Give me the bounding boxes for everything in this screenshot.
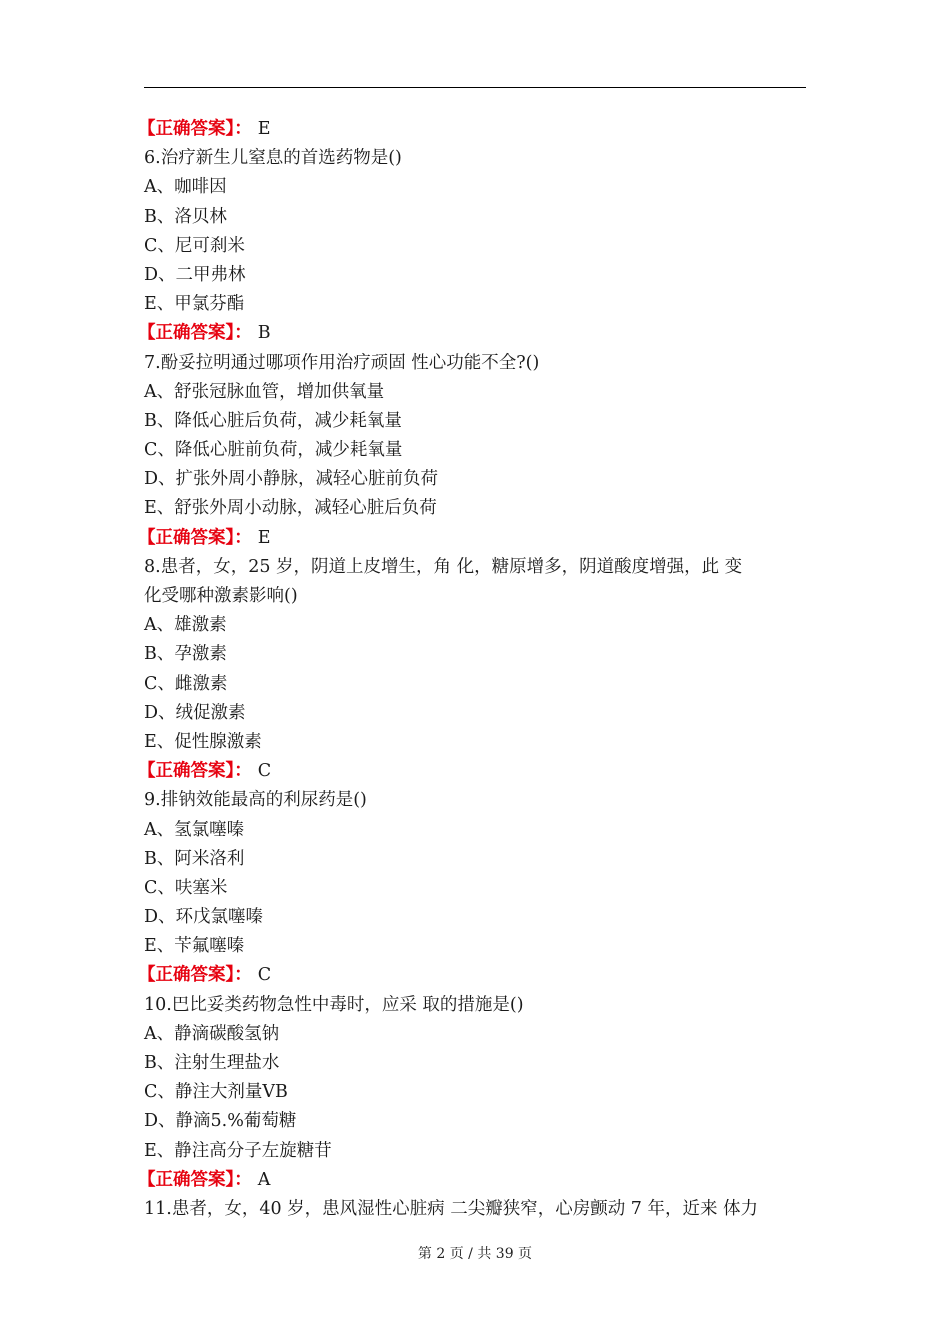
- option-text: D、绒促激素: [144, 702, 246, 723]
- answer-line: [138, 1166, 810, 1195]
- question-text: 10.巴比妥类药物急性中毒时，应采 取的措施是(): [144, 994, 524, 1015]
- answer-colon: ：: [234, 527, 252, 548]
- answer-value: C: [257, 761, 272, 782]
- option-text: C、静注大剂量VB: [144, 1082, 288, 1103]
- question-text: 8.患者，女，25 岁，阴道上皮增生，角 化，糖原增多，阴道酸度增强，此 变: [144, 556, 743, 577]
- answer-colon: ：: [234, 1169, 252, 1190]
- option-text: B、孕激素: [144, 644, 227, 665]
- answer-label: 【正确答案】: [138, 119, 235, 139]
- option-text: B、洛贝林: [144, 206, 227, 227]
- answer-colon: ：: [234, 965, 252, 986]
- option-text: A、咖啡因: [144, 177, 227, 198]
- option-text: A、静滴碳酸氢钠: [144, 1023, 280, 1044]
- header-rule: [144, 87, 806, 88]
- answer-colon: ：: [234, 761, 252, 782]
- option-text: E、促性腺激素: [144, 731, 262, 752]
- option-text: E、苄氟噻嗪: [144, 936, 245, 957]
- option-text: D、二甲弗林: [144, 264, 246, 285]
- option-text: D、扩张外周小静脉，减轻心脏前负荷: [144, 469, 439, 490]
- question-text: 6.治疗新生儿窒息的首选药物是(): [144, 148, 402, 169]
- page-footer: 第 2 页 / 共 39 页: [417, 1246, 533, 1262]
- answer-label: 【正确答案】: [138, 761, 235, 782]
- question-text: 化受哪种激素影响(): [144, 586, 298, 606]
- option-text: C、尼可刹米: [144, 235, 245, 256]
- answer-colon: ：: [234, 119, 252, 139]
- answer-label: 【正确答案】: [138, 323, 235, 344]
- answer-line: [138, 524, 810, 553]
- answer-value: A: [257, 1169, 271, 1190]
- option-text: A、雄激素: [144, 615, 227, 636]
- option-text: B、降低心脏后负荷，减少耗氧量: [144, 410, 402, 431]
- answer-label: 【正确答案】: [138, 1169, 235, 1190]
- answer-colon: ：: [234, 323, 252, 344]
- question-text: 11.患者，女，40 岁，患风湿性心脏病 二尖瓣狭窄，心房颤动 7 年，近来 体力: [144, 1198, 759, 1219]
- answer-value: C: [257, 965, 272, 986]
- option-text: E、甲氯芬酯: [144, 294, 245, 315]
- option-text: C、雌激素: [144, 673, 228, 694]
- answer-value: E: [257, 527, 271, 548]
- option-text: D、静滴5.%葡萄糖: [144, 1111, 297, 1132]
- answer-line: [138, 757, 810, 786]
- option-text: D、环戊氯噻嗪: [144, 907, 264, 928]
- answer-value: E: [257, 119, 271, 139]
- question-text: 9.排钠效能最高的利尿药是(): [144, 790, 367, 811]
- option-text: C、降低心脏前负荷，减少耗氧量: [144, 440, 403, 461]
- option-text: E、舒张外周小动脉，减轻心脏后负荷: [144, 498, 437, 519]
- answer-label: 【正确答案】: [138, 965, 235, 986]
- option-text: A、舒张冠脉血管，增加供氧量: [144, 381, 385, 402]
- question-text: 7.酚妥拉明通过哪项作用治疗顽固 性心功能不全?(): [144, 352, 540, 373]
- answer-line: [138, 961, 810, 990]
- option-text: E、静注高分子左旋糖苷: [144, 1140, 332, 1161]
- answer-line: [138, 115, 810, 144]
- answer-label: 【正确答案】: [138, 527, 235, 548]
- document-body: [138, 115, 810, 1224]
- option-text: C、呋塞米: [144, 877, 228, 898]
- option-text: B、阿米洛利: [144, 848, 245, 869]
- option-text: B、注射生理盐水: [144, 1053, 280, 1073]
- answer-value: B: [257, 323, 271, 344]
- option-text: A、氢氯噻嗪: [144, 819, 245, 840]
- answer-line: [138, 319, 810, 348]
